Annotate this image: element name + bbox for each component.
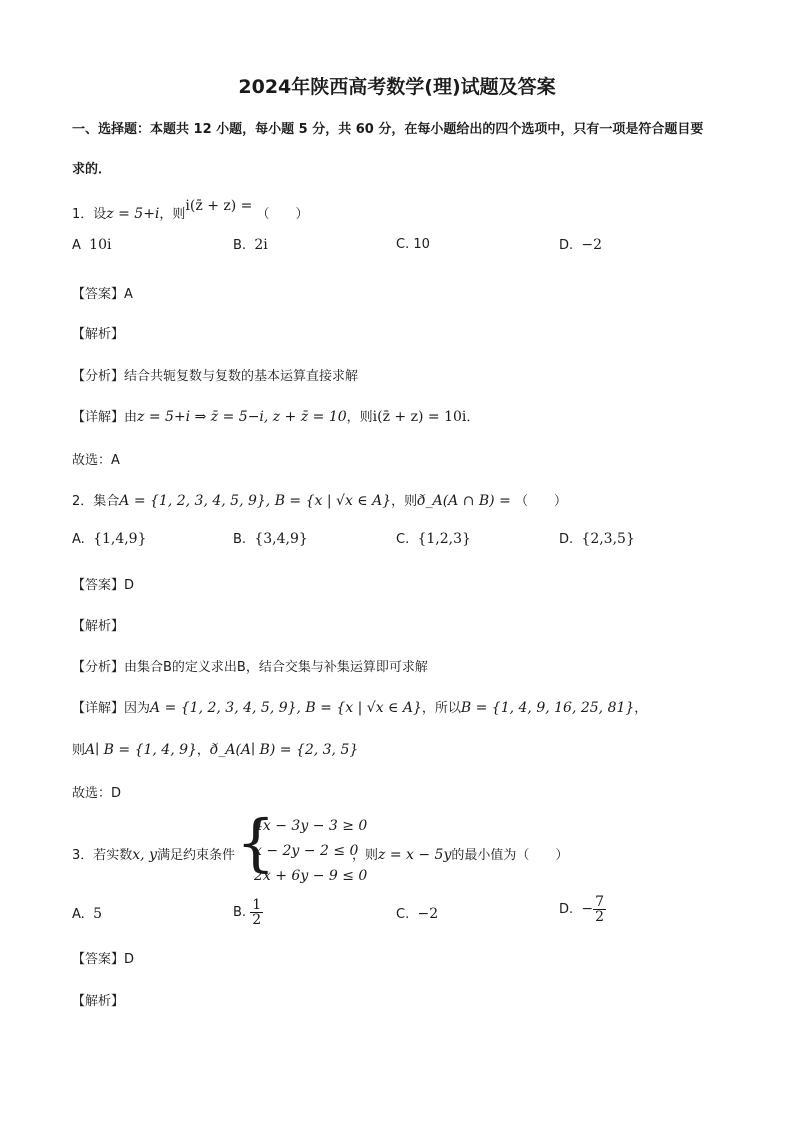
q2-choose: 故选：D: [72, 786, 122, 801]
q3-stem-end: 的最小值为（ ）: [451, 848, 569, 863]
q3-stem-lead: [72, 844, 235, 863]
q3-option-d-numerator: 7: [595, 894, 605, 910]
q3-option-b-label: B.: [233, 905, 247, 920]
q3-stem-mid: 满足约束条件: [157, 848, 236, 863]
q3-option-d-fraction: [593, 895, 606, 924]
q2-option-a-value: {1,4,9}: [93, 531, 147, 547]
section-heading-line1: 一、选择题：本题共 12 小题，每小题 5 分，共 60 分，在每小题给出的四个选项中，只有一项是符合题目要: [72, 122, 704, 137]
q2-detail-line2: [72, 739, 358, 758]
q1-answer-value: A: [124, 287, 133, 302]
q1-detail-end: ．: [466, 410, 480, 425]
q1-option-d-label: D.: [559, 238, 574, 253]
q2-stem-paren: （ ）: [514, 494, 567, 509]
q2-stem-mid: ，则: [391, 494, 418, 509]
q3-stem-math-xy: x, y: [132, 847, 157, 863]
q2-option-d: [559, 531, 635, 547]
answer-label: 【答案】: [72, 952, 125, 967]
q3-option-d-label: D.: [559, 902, 574, 917]
q1-fenxi-text: 结合共轭复数与复数的基本运算直接求解: [124, 369, 359, 384]
q3-option-d: [559, 895, 606, 924]
q3-option-b: [233, 898, 263, 927]
q3-option-a: [72, 906, 102, 922]
q3-constraint-2: x − 2y − 2 ≤ 0: [254, 843, 359, 859]
fenxi-label: 【分析】: [72, 660, 125, 675]
q1-fenxi: [72, 365, 358, 384]
q3-constraint-3: 2x + 6y − 9 ≤ 0: [254, 868, 368, 884]
q3-answer: [72, 948, 134, 967]
q1-choose: 故选：A: [72, 453, 120, 468]
q1-option-a-value: 10i: [89, 237, 112, 253]
q1-option-b-label: B.: [233, 238, 247, 253]
q1-option-c-value: 10: [413, 237, 430, 252]
q2-answer: [72, 574, 134, 593]
q1-stem-paren: （ ）: [256, 207, 309, 222]
q3-option-d-sign: −: [581, 901, 594, 917]
fenxi-label: 【分析】: [72, 369, 125, 384]
q1-answer: [72, 283, 133, 302]
q3-answer-value: D: [124, 952, 135, 967]
q2-stem-math-a: A = {1, 2, 3, 4, 5, 9}: [119, 493, 266, 509]
q2-stem-math-b: , B = {x | √x ∈ A}: [265, 493, 392, 509]
q2-stem-math-expr: ð_A(A ∩ B) =: [417, 493, 511, 509]
q1-detail: [72, 406, 479, 425]
q3-option-c: [396, 906, 438, 922]
q1-option-a-label: A: [72, 238, 81, 253]
q1-stem-prefix: 1．设: [72, 207, 107, 222]
detail-label: 【详解】: [72, 410, 125, 425]
q2-detail-mid: ，所以: [421, 701, 461, 716]
q2-option-d-label: D.: [559, 532, 574, 547]
q2-line2-math: A∣ B = {1, 4, 9}: [85, 742, 197, 758]
q1-analysis-label: 【解析】: [72, 327, 125, 342]
q1-detail-math2: i(z̄ + z) = 10i: [372, 409, 467, 425]
q1-option-d-value: −2: [581, 237, 603, 253]
q2-stem-prefix: 2．集合: [72, 494, 120, 509]
q3-stem-prefix: 3．若实数: [72, 848, 133, 863]
q2-detail-math2: B = {1, 4, 9, 16, 25, 81}: [460, 700, 635, 716]
q2-option-d-value: {2,3,5}: [581, 531, 635, 547]
q2-option-c: [396, 531, 471, 547]
q3-option-a-value: 5: [93, 906, 102, 922]
q3-stem-tail: [352, 844, 568, 863]
q3-stem-math-z: z = x − 5y: [378, 847, 452, 863]
q2-fenxi: [72, 656, 428, 675]
q2-detail-prefix: 因为: [124, 701, 151, 716]
q1-stem-mid: ，则: [159, 207, 186, 222]
q1-stem-math-z: z = 5+i: [106, 206, 160, 222]
q3-option-b-fraction: [250, 898, 263, 927]
q1-option-d: [559, 237, 602, 253]
q2-fenxi-text: 由集合B的定义求出B，结合交集与补集运算即可求解: [124, 660, 428, 675]
q2-line2-math2: ð_A(A∣ B) = {2, 3, 5}: [209, 742, 359, 758]
q1-option-b-value: 2i: [254, 237, 268, 253]
q2-option-c-value: {1,2,3}: [417, 531, 471, 547]
answer-label: 【答案】: [72, 287, 125, 302]
q2-option-b: [233, 531, 308, 547]
q2-option-b-label: B.: [233, 532, 247, 547]
q2-option-a: [72, 531, 147, 547]
q2-option-a-label: A.: [72, 532, 85, 547]
q1-option-a: [72, 237, 111, 253]
q2-answer-value: D: [124, 578, 135, 593]
q3-option-b-numerator: 1: [252, 897, 262, 913]
q1-option-c: [396, 237, 430, 252]
q3-option-a-label: A.: [72, 907, 85, 922]
q2-option-c-label: C.: [396, 532, 410, 547]
section-heading-line2: 求的．: [72, 162, 112, 177]
q1-option-c-label: C.: [396, 237, 410, 252]
q2-option-b-value: {3,4,9}: [254, 531, 308, 547]
q3-analysis-label: 【解析】: [72, 994, 125, 1009]
q2-detail-end: ，: [634, 701, 648, 716]
q1-option-b: [233, 237, 268, 253]
q1-stem: [72, 198, 309, 222]
page-title: 2024年陕西高考数学(理)试题及答案: [238, 76, 556, 98]
q1-detail-mid: ，则: [346, 410, 373, 425]
q1-stem-math-expr: i(z̄ + z) =: [185, 198, 253, 214]
q3-stem-mid2: ，则: [352, 848, 379, 863]
q3-constraint-1: 4x − 3y − 3 ≥ 0: [254, 818, 368, 834]
q2-analysis-label: 【解析】: [72, 619, 125, 634]
q3-option-c-value: −2: [417, 906, 439, 922]
q1-detail-prefix: 由: [124, 410, 138, 425]
detail-label: 【详解】: [72, 701, 125, 716]
q1-detail-math: z = 5+i ⇒ z̄ = 5−i, z + z̄ = 10: [137, 409, 347, 425]
q2-detail: [72, 697, 647, 716]
q2-line2-mid: ，: [196, 743, 210, 758]
q3-option-c-label: C.: [396, 907, 410, 922]
answer-label: 【答案】: [72, 578, 125, 593]
q3-constraint-brace: {: [236, 806, 276, 879]
q2-line2-prefix: 则: [72, 743, 86, 758]
q2-detail-math: A = {1, 2, 3, 4, 5, 9}, B = {x | √x ∈ A}: [150, 700, 422, 716]
q3-option-b-denominator: 2: [252, 912, 262, 928]
q2-stem: [72, 490, 567, 509]
q3-option-d-denominator: 2: [595, 909, 605, 925]
